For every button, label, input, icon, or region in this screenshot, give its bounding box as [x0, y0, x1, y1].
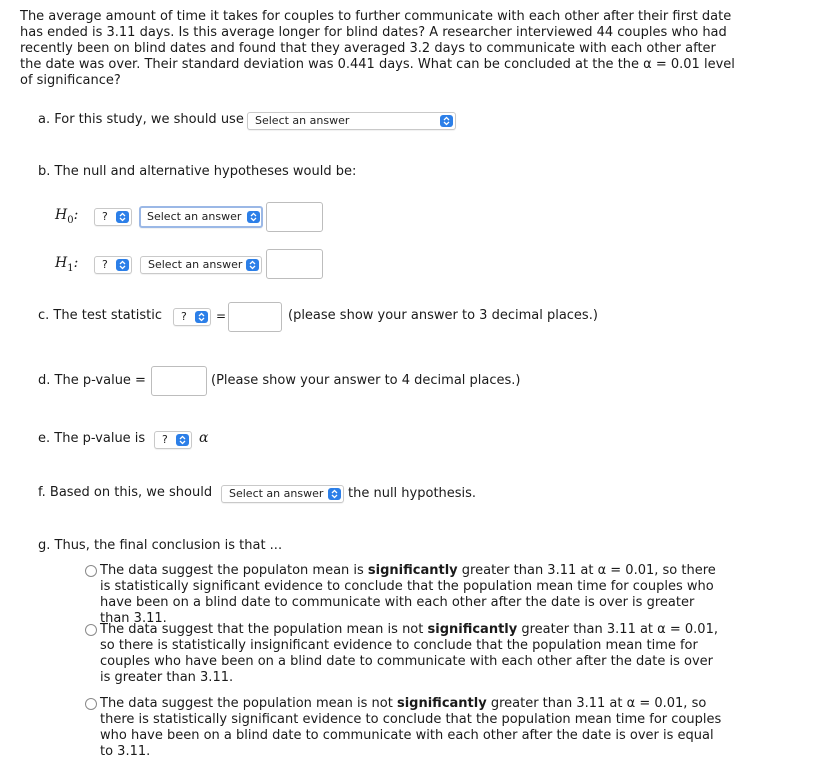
up-down-chevron-icon: [440, 115, 453, 127]
h0-operator-select[interactable]: [139, 206, 263, 228]
h0-parameter-select[interactable]: [94, 208, 132, 226]
part-c-label: c. The test statistic: [38, 308, 162, 323]
part-c-hint: (please show your answer to 3 decimal places.): [288, 308, 598, 323]
h1-operator-value: Select an answer: [148, 258, 243, 271]
part-f-suffix: the null hypothesis.: [348, 486, 477, 501]
conclusion-option-3-radio[interactable]: [85, 698, 97, 710]
study-type-select[interactable]: [247, 112, 456, 130]
decision-select-value: Select an answer: [229, 487, 324, 500]
up-down-chevron-icon: [328, 488, 341, 500]
part-f-label: f. Based on this, we should: [38, 485, 213, 500]
decision-select[interactable]: [221, 485, 344, 503]
h1-parameter-value: ?: [102, 258, 108, 271]
h1-label: $H_1$:: [55, 255, 79, 274]
conclusion-option-2-radio[interactable]: [85, 624, 97, 636]
up-down-chevron-icon: [116, 211, 129, 223]
up-down-chevron-icon: [247, 211, 260, 223]
test-statistic-input[interactable]: [228, 302, 282, 332]
up-down-chevron-icon: [176, 434, 189, 446]
p-value-input[interactable]: [151, 366, 207, 396]
h1-operator-select[interactable]: [140, 256, 262, 274]
up-down-chevron-icon: [116, 259, 129, 271]
conclusion-option-1-radio[interactable]: [85, 565, 97, 577]
h1-parameter-select[interactable]: [94, 256, 132, 274]
h0-operator-value: Select an answer: [147, 210, 242, 223]
p-value-comparison-value: ?: [162, 433, 168, 446]
part-d-hint: (Please show your answer to 4 decimal places.): [211, 373, 521, 388]
conclusion-option-3[interactable]: The data suggest the population mean is not significantly greater than 3.11 at α = 0.01, so there is statistically significant evidence to conclude that the population mean time for couples who have been on a blind date to communicate with each other after the date is over is equal to 3.11.: [100, 696, 722, 759]
part-a-label: a. For this study, we should use: [38, 112, 244, 127]
conclusion-option-2[interactable]: The data suggest that the population mean is not significantly greater than 3.11 at α = 0.01, so there is statistically insignificant evidence to conclude that the population mean time for couples who have been on a blind date to communicate with each other after the date is over is greater than 3.11.: [100, 622, 718, 685]
test-statistic-select-value: ?: [181, 310, 187, 323]
h1-value-input[interactable]: [266, 249, 323, 279]
test-statistic-select[interactable]: [173, 308, 211, 326]
h0-label: $H_0$:: [55, 207, 79, 226]
problem-statement: The average amount of time it takes for couples to further communicate with each other after their first date has ended is 3.11 days. Is this average longer for blind dates? A researcher interviewed 44 couples who had recently been on blind dates and found that they averaged 3.2 days to communicate with each other after the date was over. Their standard deviation was 0.441 days. What can be concluded at the the α = 0.01 level of significance?: [20, 9, 735, 88]
up-down-chevron-icon: [246, 259, 259, 271]
study-type-select-value: Select an answer: [255, 114, 350, 127]
part-d-label: d. The p-value =: [38, 373, 146, 388]
part-b-label: b. The null and alternative hypotheses would be:: [38, 164, 357, 179]
up-down-chevron-icon: [195, 311, 208, 323]
h0-value-input[interactable]: [266, 202, 323, 232]
conclusion-option-1[interactable]: The data suggest the populaton mean is significantly greater than 3.11 at α = 0.01, so there is statistically significant evidence to conclude that the population mean time for couples who have been on a blind date to communicate with each other after the date is over is greater than 3.11.: [100, 563, 716, 626]
test-statistic-equals: =: [216, 309, 227, 323]
p-value-comparison-select[interactable]: [154, 431, 192, 449]
part-e-label: e. The p-value is: [38, 431, 146, 446]
alpha-symbol: α: [199, 430, 209, 446]
h0-parameter-value: ?: [102, 210, 108, 223]
part-g-label: g. Thus, the final conclusion is that ...: [38, 538, 283, 553]
